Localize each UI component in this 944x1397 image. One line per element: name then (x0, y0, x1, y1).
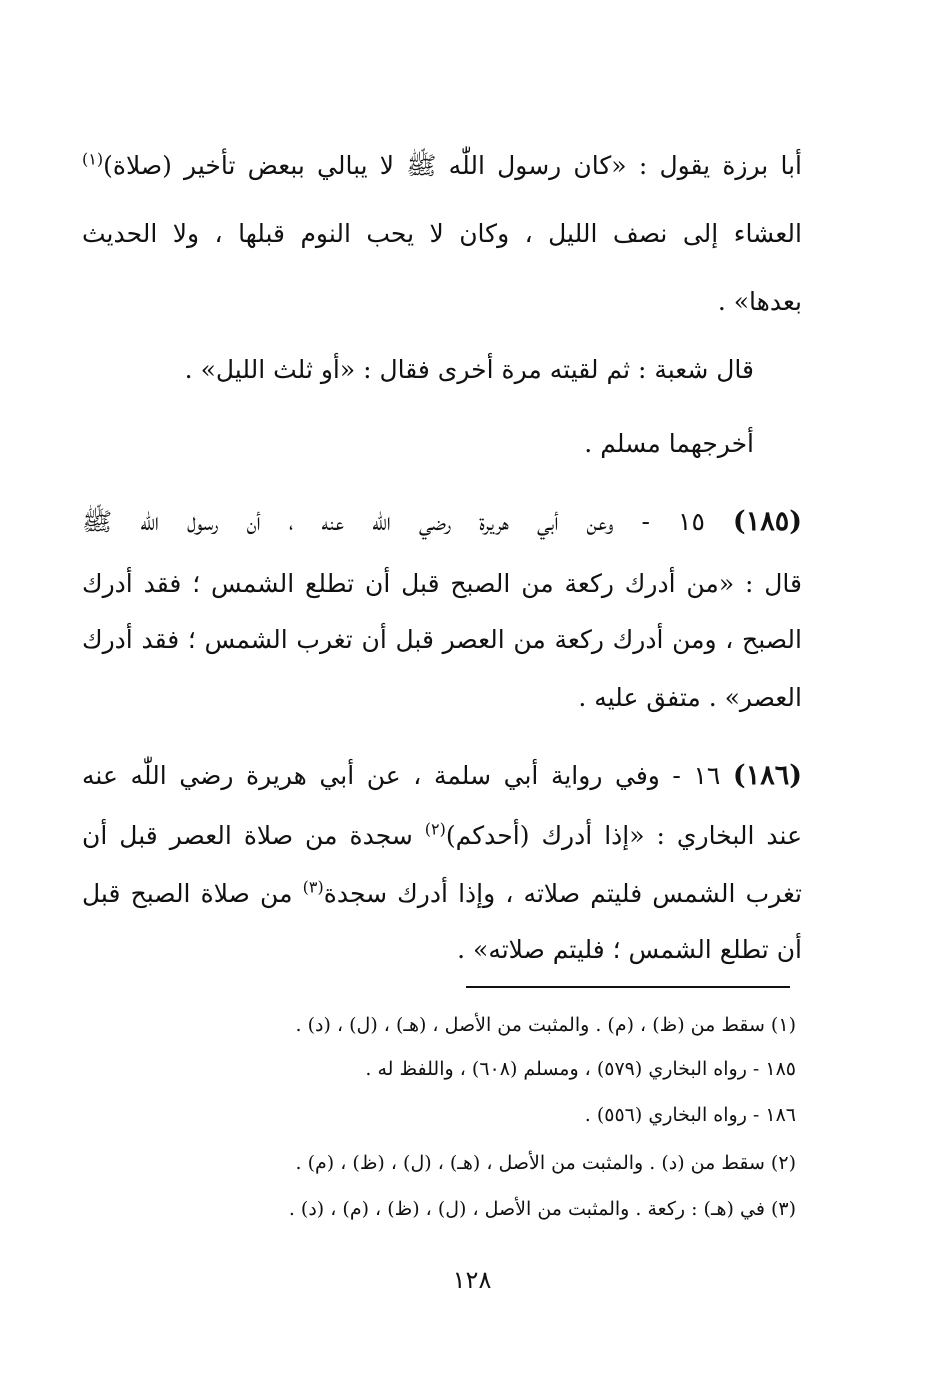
hadith-186-text: ١٦ - وفي رواية أبي سلمة ، عن أبي هريرة رضي اللّٰه عنه (82, 761, 721, 790)
body-line-8: الصبح ، ومن أدرك ركعة من العصر قبل أن تغرب الشمس ؛ فقد أدرك (82, 625, 802, 654)
footnote-1: (١) سقط من (ظ) ، (م) . والمثبت من الأصل ، (هـ) ، (ل) ، (د) . (295, 1014, 796, 1036)
hadith-186-number: (١٨٦) (732, 760, 802, 791)
footnote-2: (٢) سقط من (د) . والمثبت من الأصل ، (هـ) ، (ل) ، (ظ) ، (م) . (295, 1152, 796, 1174)
body-line-12 (82, 874, 802, 914)
footnote-separator (466, 986, 790, 988)
body-line-3: بعدها» . (717, 287, 802, 316)
body-line-11-part-b: سجدة من صلاة العصر قبل أن (82, 821, 425, 850)
footnote-ref-3: (٣) (302, 877, 324, 897)
footnote-3: (٣) في (هـ) : ركعة . والمثبت من الأصل ، (ل) ، (ظ) ، (م) ، (د) . (288, 1198, 796, 1220)
body-line-11-part-a: عند البخاري : «إذا أدرك (أحدكم) (445, 821, 802, 850)
footnote-ref-1: (١) (82, 149, 104, 169)
body-line-7: قال : «من أدرك ركعة من الصبح قبل أن تطلع الشمس ؛ فقد أدرك (82, 569, 802, 598)
hadith-186-heading (82, 756, 802, 796)
body-line-2: العشاء إلى نصف الليل ، وكان لا يحب النوم قبلها ، ولا الحديث (82, 219, 802, 248)
footnote-185: ١٨٥ - رواه البخاري (٥٧٩) ، ومسلم (٦٠٨) ، واللفظ له . (365, 1058, 796, 1080)
body-line-9: العصر» . متفق عليه . (578, 683, 802, 712)
page-number: ١٢٨ (452, 1266, 492, 1294)
hadith-185-text: ١٥ - وعن أبي هريرة رضي اللّٰه عنه ، أن رسول اللّٰه ﷺ (82, 507, 705, 536)
body-line-12-part-b: من صلاة الصبح قبل (82, 879, 303, 908)
body-line-13: أن تطلع الشمس ؛ فليتم صلاته» . (457, 935, 802, 964)
body-line-12-part-a: تغرب الشمس فليتم صلاته ، وإذا أدرك سجدة (323, 879, 802, 908)
body-line-4: قال شعبة : ثم لقيته مرة أخرى فقال : «أو ثلث الليل» . (184, 355, 754, 384)
body-line-1 (82, 146, 802, 186)
body-line-1-text: أبا برزة يقول : «كان رسول اللّٰه ﷺ لا يبالي ببعض تأخير (صلاة) (103, 151, 802, 180)
footnote-186: ١٨٦ - رواه البخاري (٥٥٦) . (584, 1104, 796, 1126)
hadith-185-heading (82, 502, 802, 542)
footnote-ref-2: (٢) (424, 819, 446, 839)
hadith-185-number: (١٨٥) (732, 506, 802, 537)
body-line-5: أخرجهما مسلم . (584, 429, 754, 458)
body-line-11 (82, 816, 802, 856)
